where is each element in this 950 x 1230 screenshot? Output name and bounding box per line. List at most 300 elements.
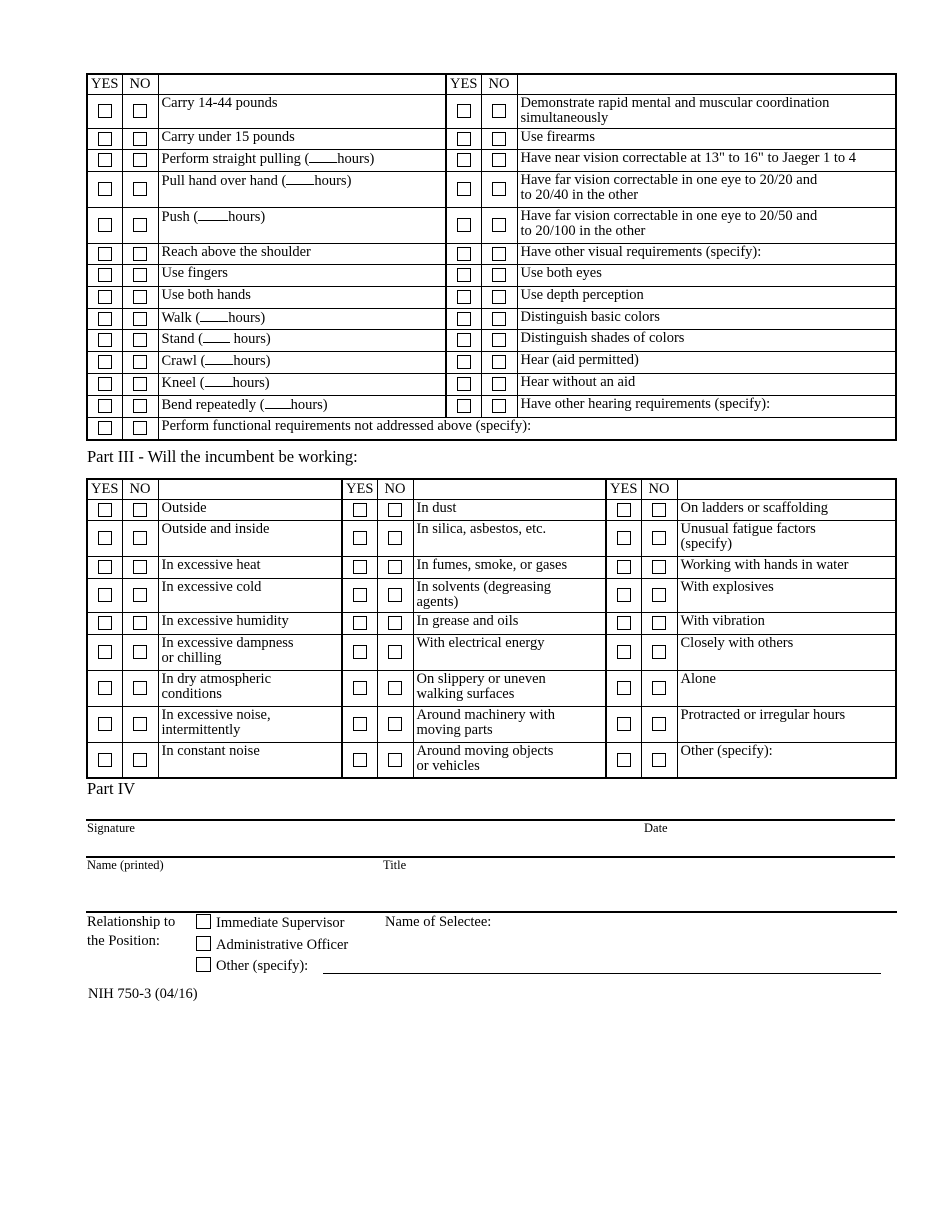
checkbox-cell[interactable] (87, 499, 122, 520)
item-label: In excessive humidity (161, 612, 289, 629)
checkbox-cell[interactable] (122, 742, 158, 778)
checkbox-cell[interactable] (342, 578, 377, 612)
checkbox-cell[interactable] (446, 94, 481, 128)
relationship-label-line1: Relationship to (87, 914, 176, 930)
checkbox[interactable] (492, 218, 506, 232)
checkbox[interactable] (492, 399, 506, 413)
checkbox[interactable] (98, 247, 112, 261)
checkbox-cell[interactable] (446, 171, 481, 207)
item-label: Distinguish shades of colors (520, 329, 685, 346)
checkbox[interactable] (457, 218, 471, 232)
checkbox-cell[interactable] (87, 670, 122, 706)
checkbox[interactable] (133, 268, 147, 282)
signature-line[interactable] (86, 819, 895, 821)
hours-suffix: hours) (233, 352, 271, 369)
checkbox-cell[interactable] (606, 742, 641, 778)
hours-suffix: hours) (337, 150, 375, 167)
hours-blank[interactable] (203, 331, 230, 343)
checkbox-cell[interactable] (446, 351, 481, 373)
checkbox[interactable] (617, 588, 631, 602)
checkbox-cell[interactable] (87, 286, 122, 308)
checkbox[interactable] (133, 355, 147, 369)
checkbox-cell[interactable] (641, 499, 677, 520)
condition-cell (413, 742, 606, 778)
checkbox[interactable] (652, 681, 666, 695)
item-label: Perform straight pulling ( (161, 150, 310, 167)
checkbox-cell[interactable] (481, 94, 517, 128)
name-title-line[interactable] (86, 856, 895, 858)
checkbox-cell[interactable] (87, 578, 122, 612)
condition-cell (158, 520, 342, 556)
checkbox[interactable] (98, 399, 112, 413)
checkbox[interactable] (98, 377, 112, 391)
checkbox-cell[interactable] (641, 520, 677, 556)
checkbox[interactable] (492, 355, 506, 369)
table-row (87, 149, 896, 171)
checkbox-cell[interactable] (606, 670, 641, 706)
checkbox[interactable] (457, 132, 471, 146)
item-label: Outside and inside (161, 520, 270, 537)
checkbox[interactable] (133, 503, 147, 517)
checkbox-cell[interactable] (87, 149, 122, 171)
checkbox[interactable] (353, 681, 367, 695)
checkbox-cell[interactable] (606, 578, 641, 612)
checkbox-cell[interactable] (122, 578, 158, 612)
checkbox[interactable] (617, 616, 631, 630)
checkbox[interactable] (652, 616, 666, 630)
checkbox-cell[interactable] (446, 264, 481, 286)
checkbox-cell[interactable] (446, 286, 481, 308)
checkbox[interactable] (492, 312, 506, 326)
option-other[interactable] (196, 957, 308, 975)
option-administrative-officer[interactable] (196, 936, 348, 954)
date-label: Date (644, 821, 668, 835)
checkbox[interactable] (652, 717, 666, 731)
checkbox-cell[interactable] (122, 286, 158, 308)
checkbox[interactable] (133, 753, 147, 767)
table-row (87, 417, 896, 440)
item-label: In silica, asbestos, etc. (416, 520, 547, 537)
item-label: Have near vision correctable at 13" to 16" to Jaeger 1 to 4 (520, 149, 857, 166)
table-row (87, 556, 896, 578)
condition-cell (158, 499, 342, 520)
checkbox[interactable] (133, 560, 147, 574)
table-row (87, 499, 896, 520)
checkbox-cell[interactable] (87, 742, 122, 778)
item-label: Have other hearing requirements (specify): (520, 395, 771, 412)
checkbox[interactable] (98, 312, 112, 326)
checkbox[interactable] (492, 182, 506, 196)
checkbox[interactable] (492, 377, 506, 391)
checkbox[interactable] (98, 104, 112, 118)
checkbox-cell[interactable] (342, 612, 377, 634)
checkbox-cell[interactable] (122, 556, 158, 578)
checkbox[interactable] (492, 247, 506, 261)
checkbox-cell[interactable] (122, 395, 158, 417)
checkbox[interactable] (133, 588, 147, 602)
checkbox-cell[interactable] (641, 670, 677, 706)
checkbox-cell[interactable] (342, 742, 377, 778)
checkbox-cell[interactable] (87, 634, 122, 670)
checkbox-cell[interactable] (122, 634, 158, 670)
item-label: Around machinery with (416, 706, 556, 723)
checkbox-cell[interactable] (481, 308, 517, 329)
checkbox[interactable] (133, 247, 147, 261)
checkbox-cell[interactable] (87, 171, 122, 207)
checkbox-cell[interactable] (342, 556, 377, 578)
checkbox-cell[interactable] (481, 286, 517, 308)
checkbox-cell[interactable] (122, 243, 158, 264)
item-label: Bend repeatedly ( (161, 396, 265, 413)
checkbox[interactable] (133, 290, 147, 304)
condition-cell (677, 499, 896, 520)
checkbox-cell[interactable] (122, 308, 158, 329)
checkbox-cell[interactable] (446, 308, 481, 329)
checkbox[interactable] (133, 333, 147, 347)
hours-blank[interactable] (309, 151, 337, 163)
checkbox[interactable] (98, 503, 112, 517)
checkbox-cell[interactable] (377, 578, 413, 612)
checkbox-cell[interactable] (377, 520, 413, 556)
requirement-cell (517, 171, 896, 207)
checkbox[interactable] (492, 290, 506, 304)
checkbox[interactable] (353, 503, 367, 517)
hours-blank[interactable] (265, 397, 291, 409)
checkbox[interactable] (133, 377, 147, 391)
checkbox-cell[interactable] (87, 351, 122, 373)
condition-cell (413, 499, 606, 520)
condition-cell (677, 634, 896, 670)
checkbox[interactable] (196, 936, 211, 951)
checkbox[interactable] (353, 531, 367, 545)
item-label: Reach above the shoulder (161, 243, 311, 260)
checkbox[interactable] (457, 355, 471, 369)
checkbox[interactable] (652, 503, 666, 517)
checkbox-cell[interactable] (481, 149, 517, 171)
checkbox-cell[interactable] (606, 499, 641, 520)
condition-cell (413, 706, 606, 742)
table-row (87, 264, 896, 286)
checkbox-cell[interactable] (87, 329, 122, 351)
checkbox[interactable] (133, 182, 147, 196)
item-label: Have other visual requirements (specify): (520, 243, 762, 260)
checkbox-cell[interactable] (446, 128, 481, 149)
checkbox-cell[interactable] (446, 329, 481, 351)
checkbox[interactable] (133, 104, 147, 118)
item-label: Around moving objects (416, 742, 554, 759)
checkbox-cell[interactable] (87, 520, 122, 556)
checkbox-cell[interactable] (481, 264, 517, 286)
checkbox-cell[interactable] (641, 612, 677, 634)
checkbox[interactable] (133, 616, 147, 630)
checkbox[interactable] (353, 560, 367, 574)
item-label: In constant noise (161, 742, 260, 759)
checkbox-cell[interactable] (641, 634, 677, 670)
checkbox-cell[interactable] (122, 499, 158, 520)
item-label: Other (specify): (680, 742, 773, 759)
option-immediate-supervisor[interactable] (196, 914, 344, 932)
checkbox[interactable] (133, 645, 147, 659)
checkbox[interactable] (98, 560, 112, 574)
checkbox[interactable] (98, 268, 112, 282)
checkbox[interactable] (98, 421, 112, 435)
checkbox[interactable] (388, 681, 402, 695)
checkbox[interactable] (492, 104, 506, 118)
checkbox[interactable] (457, 268, 471, 282)
checkbox[interactable] (133, 312, 147, 326)
checkbox[interactable] (492, 132, 506, 146)
checkbox-cell[interactable] (122, 207, 158, 243)
checkbox[interactable] (98, 681, 112, 695)
checkbox[interactable] (457, 290, 471, 304)
no-header: NO (377, 479, 413, 499)
checkbox-cell[interactable] (377, 499, 413, 520)
condition-cell (158, 578, 342, 612)
checkbox[interactable] (457, 399, 471, 413)
checkbox-cell[interactable] (606, 520, 641, 556)
checkbox[interactable] (98, 182, 112, 196)
checkbox[interactable] (98, 132, 112, 146)
checkbox-cell[interactable] (446, 395, 481, 417)
hours-blank[interactable] (205, 375, 233, 387)
checkbox[interactable] (353, 753, 367, 767)
checkbox-cell[interactable] (122, 94, 158, 128)
checkbox-cell[interactable] (122, 417, 158, 440)
checkbox-cell[interactable] (377, 634, 413, 670)
checkbox[interactable] (617, 560, 631, 574)
checkbox[interactable] (457, 182, 471, 196)
checkbox-cell[interactable] (641, 556, 677, 578)
checkbox[interactable] (388, 531, 402, 545)
item-label: Closely with others (680, 634, 794, 651)
checkbox-cell[interactable] (122, 373, 158, 395)
checkbox[interactable] (133, 218, 147, 232)
checkbox-cell[interactable] (87, 128, 122, 149)
checkbox[interactable] (388, 753, 402, 767)
table-row (87, 373, 896, 395)
checkbox-cell[interactable] (87, 373, 122, 395)
checkbox[interactable] (617, 531, 631, 545)
checkbox-cell[interactable] (122, 329, 158, 351)
checkbox-cell[interactable] (606, 706, 641, 742)
checkbox[interactable] (98, 753, 112, 767)
checkbox-cell[interactable] (481, 395, 517, 417)
hours-blank[interactable] (205, 353, 233, 365)
item-label-cont: or chilling (161, 649, 222, 666)
no-header: NO (122, 74, 158, 94)
checkbox[interactable] (98, 717, 112, 731)
checkbox-cell[interactable] (342, 634, 377, 670)
item-label: Carry 14-44 pounds (161, 94, 278, 111)
checkbox[interactable] (133, 681, 147, 695)
checkbox[interactable] (457, 104, 471, 118)
table-row (87, 634, 896, 670)
checkbox-cell[interactable] (481, 373, 517, 395)
checkbox[interactable] (652, 645, 666, 659)
checkbox-cell[interactable] (446, 149, 481, 171)
checkbox-cell[interactable] (87, 706, 122, 742)
checkbox-cell[interactable] (446, 207, 481, 243)
checkbox[interactable] (617, 645, 631, 659)
checkbox-cell[interactable] (87, 417, 122, 440)
checkbox[interactable] (617, 681, 631, 695)
checkbox[interactable] (652, 753, 666, 767)
checkbox-cell[interactable] (481, 329, 517, 351)
checkbox[interactable] (388, 588, 402, 602)
checkbox-cell[interactable] (87, 308, 122, 329)
checkbox-cell[interactable] (122, 128, 158, 149)
checkbox-cell[interactable] (122, 670, 158, 706)
requirement-cell (517, 329, 896, 351)
checkbox-cell[interactable] (481, 128, 517, 149)
option-label: Administrative Officer (216, 937, 349, 953)
checkbox-cell[interactable] (606, 634, 641, 670)
requirement-cell (158, 149, 446, 171)
checkbox-cell[interactable] (87, 94, 122, 128)
hours-blank[interactable] (286, 173, 314, 185)
checkbox-cell[interactable] (641, 706, 677, 742)
checkbox-cell[interactable] (122, 264, 158, 286)
checkbox[interactable] (98, 588, 112, 602)
checkbox[interactable] (98, 531, 112, 545)
other-specify-line[interactable] (323, 973, 881, 974)
part3-title: Part III - Will the incumbent be working: (87, 447, 358, 466)
condition-cell (413, 612, 606, 634)
checkbox-cell[interactable] (377, 612, 413, 634)
checkbox-cell[interactable] (342, 706, 377, 742)
table-row (87, 243, 896, 264)
table-row (87, 520, 896, 556)
checkbox-cell[interactable] (377, 742, 413, 778)
table-row (87, 207, 896, 243)
checkbox[interactable] (133, 531, 147, 545)
checkbox[interactable] (617, 717, 631, 731)
checkbox-cell[interactable] (342, 499, 377, 520)
checkbox[interactable] (652, 560, 666, 574)
checkbox[interactable] (133, 399, 147, 413)
checkbox-cell[interactable] (606, 612, 641, 634)
checkbox[interactable] (98, 645, 112, 659)
item-label: Kneel ( (161, 374, 205, 391)
yes-header: YES (87, 74, 122, 94)
checkbox-cell[interactable] (122, 706, 158, 742)
checkbox[interactable] (492, 268, 506, 282)
checkbox-cell[interactable] (87, 395, 122, 417)
table-row (87, 578, 896, 612)
checkbox-cell[interactable] (606, 556, 641, 578)
checkbox[interactable] (388, 503, 402, 517)
checkbox-cell[interactable] (122, 149, 158, 171)
checkbox-cell[interactable] (481, 351, 517, 373)
checkbox-cell[interactable] (342, 520, 377, 556)
table-row (87, 706, 896, 742)
checkbox-cell[interactable] (122, 171, 158, 207)
condition-cell (413, 520, 606, 556)
checkbox[interactable] (133, 717, 147, 731)
checkbox-cell[interactable] (481, 207, 517, 243)
checkbox[interactable] (457, 333, 471, 347)
checkbox[interactable] (457, 153, 471, 167)
checkbox[interactable] (98, 333, 112, 347)
checkbox[interactable] (353, 588, 367, 602)
hours-blank[interactable] (200, 310, 228, 322)
checkbox[interactable] (98, 218, 112, 232)
checkbox-cell[interactable] (377, 670, 413, 706)
checkbox[interactable] (133, 153, 147, 167)
checkbox[interactable] (652, 588, 666, 602)
checkbox-cell[interactable] (641, 742, 677, 778)
requirement-cell (517, 373, 896, 395)
checkbox[interactable] (457, 377, 471, 391)
checkbox[interactable] (617, 753, 631, 767)
checkbox[interactable] (457, 247, 471, 261)
part4-title: Part IV (87, 779, 136, 798)
checkbox-cell[interactable] (377, 556, 413, 578)
checkbox[interactable] (133, 421, 147, 435)
blank-header (158, 479, 342, 499)
option-label: Immediate Supervisor (216, 915, 345, 931)
checkbox-cell[interactable] (122, 612, 158, 634)
table-row (87, 128, 896, 149)
checkbox-cell[interactable] (641, 578, 677, 612)
checkbox[interactable] (388, 616, 402, 630)
checkbox[interactable] (388, 645, 402, 659)
item-label-cont: to 20/100 in the other (520, 222, 646, 239)
checkbox[interactable] (98, 355, 112, 369)
checkbox[interactable] (98, 153, 112, 167)
item-label-cont: or vehicles (416, 757, 480, 774)
checkbox-cell[interactable] (377, 706, 413, 742)
checkbox[interactable] (98, 616, 112, 630)
checkbox-cell[interactable] (87, 264, 122, 286)
checkbox[interactable] (196, 957, 211, 972)
item-label: Use depth perception (520, 286, 644, 303)
checkbox-cell[interactable] (446, 373, 481, 395)
checkbox[interactable] (492, 333, 506, 347)
checkbox-cell[interactable] (481, 171, 517, 207)
hours-blank[interactable] (198, 209, 228, 221)
checkbox[interactable] (353, 616, 367, 630)
checkbox[interactable] (133, 132, 147, 146)
checkbox[interactable] (388, 717, 402, 731)
checkbox[interactable] (196, 914, 211, 929)
item-label-cont: conditions (161, 685, 222, 702)
relationship-label (87, 913, 175, 951)
checkbox[interactable] (353, 717, 367, 731)
checkbox[interactable] (617, 503, 631, 517)
checkbox-cell[interactable] (87, 612, 122, 634)
checkbox[interactable] (98, 290, 112, 304)
checkbox-cell[interactable] (342, 670, 377, 706)
checkbox-cell[interactable] (87, 556, 122, 578)
checkbox[interactable] (492, 153, 506, 167)
checkbox[interactable] (388, 560, 402, 574)
checkbox-cell[interactable] (87, 207, 122, 243)
other-requirements-cell (158, 417, 896, 440)
checkbox-cell[interactable] (122, 351, 158, 373)
hours-suffix: hours) (290, 396, 328, 413)
checkbox[interactable] (353, 645, 367, 659)
checkbox[interactable] (457, 312, 471, 326)
checkbox-cell[interactable] (481, 243, 517, 264)
requirement-cell (158, 308, 446, 329)
checkbox[interactable] (652, 531, 666, 545)
checkbox-cell[interactable] (87, 243, 122, 264)
checkbox-cell[interactable] (446, 243, 481, 264)
requirement-cell (158, 351, 446, 373)
checkbox-cell[interactable] (122, 520, 158, 556)
condition-cell (158, 742, 342, 778)
